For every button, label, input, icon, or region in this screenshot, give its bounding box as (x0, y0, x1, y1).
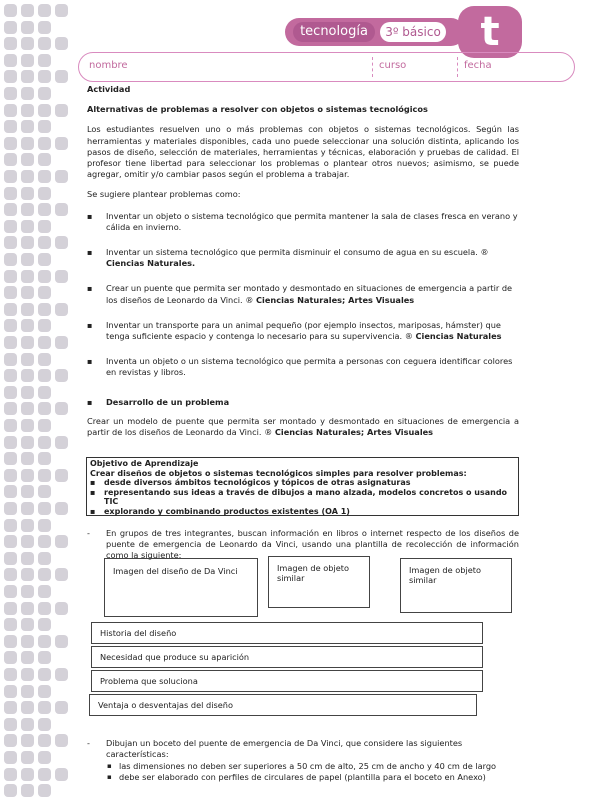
decorative-dot (38, 37, 51, 50)
learning-objective-box (86, 457, 519, 516)
decorative-dot (55, 502, 68, 515)
decorative-dot (38, 535, 51, 548)
decorative-dot (21, 668, 34, 681)
decorative-dot (21, 37, 34, 50)
decorative-dot (55, 768, 68, 781)
subject-logo: t (458, 6, 522, 58)
decorative-dot (55, 270, 68, 283)
decorative-dot (55, 436, 68, 449)
objective-title: Objetivo de Aprendizaje (90, 459, 199, 468)
decorative-dot (38, 353, 51, 366)
decorative-dot (55, 734, 68, 747)
decorative-dot (38, 21, 51, 34)
decorative-dot (4, 187, 17, 200)
decorative-dot (4, 87, 17, 100)
decorative-dot (4, 701, 17, 714)
decorative-dot (38, 70, 51, 83)
decorative-dot (21, 734, 34, 747)
decorative-dot (38, 784, 51, 797)
decorative-dot (4, 104, 17, 117)
decorative-dot (4, 303, 17, 316)
decorative-dot (4, 70, 17, 83)
decorative-dot (4, 651, 17, 664)
decorative-dot (4, 784, 17, 797)
decorative-dot (21, 502, 34, 515)
decorative-dot (21, 651, 34, 664)
decorative-dot (4, 120, 17, 133)
step-2 (87, 738, 519, 783)
objective-lead: Crear diseños de objetos o sistemas tecnológicos simples para resolver problemas: (90, 468, 467, 478)
decorative-dot (38, 236, 51, 249)
decorative-dot (21, 336, 34, 349)
decorative-dot (55, 469, 68, 482)
decorative-dot (21, 701, 34, 714)
decorative-dot (4, 203, 17, 216)
decorative-dot (55, 137, 68, 150)
objective-list (90, 478, 515, 516)
decorative-dot (38, 651, 51, 664)
section-heading: ▪ Desarrollo de un problema (87, 397, 519, 408)
decorative-dot (21, 369, 34, 382)
decorative-dot (4, 319, 17, 332)
decorative-dot (21, 170, 34, 183)
decorative-dot (4, 220, 17, 233)
decorative-dot (55, 4, 68, 17)
decorative-dot (21, 203, 34, 216)
decorative-dot (38, 436, 51, 449)
decorative-dot (38, 502, 51, 515)
decorative-dot (4, 452, 17, 465)
decorative-dot (55, 602, 68, 615)
decorative-dot (21, 70, 34, 83)
decorative-dot (38, 369, 51, 382)
decorative-dot (55, 37, 68, 50)
decorative-dot (38, 4, 51, 17)
decorative-dot (38, 568, 51, 581)
decorative-dot (21, 21, 34, 34)
decorative-dot (38, 187, 51, 200)
list-item: ▪ representando sus ideas a través de dibujos a mano alzada, modelos concretos o usando TIC (90, 488, 515, 507)
decorative-dot (4, 37, 17, 50)
decorative-dot (38, 701, 51, 714)
decorative-dot (21, 353, 34, 366)
section-list (87, 397, 519, 408)
decorative-dot (21, 286, 34, 299)
decorative-dot (38, 87, 51, 100)
decorative-dot (21, 552, 34, 565)
name-field-label: nombre (89, 60, 128, 71)
decorative-dot (38, 718, 51, 731)
similar-object-box (400, 558, 512, 613)
decorative-dot (4, 568, 17, 581)
decorative-dot (21, 236, 34, 249)
decorative-dot (38, 319, 51, 332)
list-item: ▪ desde diversos ámbitos tecnológicos y tópicos de otras asignaturas (90, 478, 515, 488)
decorative-dot (55, 369, 68, 382)
decorative-dot (38, 768, 51, 781)
decorative-dot (55, 635, 68, 648)
decorative-dot (55, 170, 68, 183)
decorative-dot (38, 602, 51, 615)
decorative-dot (4, 4, 17, 17)
decorative-dot (21, 768, 34, 781)
subject-label: tecnología (293, 22, 375, 42)
decorative-dot (4, 286, 17, 299)
decorative-dot (21, 4, 34, 17)
step-1-text: En grupos de tres integrantes, buscan información en libros o internet respecto de los diseños de puente de emergencia de Leonardo da Vinci, usando una plantilla de recolección de información como la siguiente: (106, 528, 519, 560)
decorative-dot (21, 54, 34, 67)
decorative-dot (4, 21, 17, 34)
problem-row: Problema que soluciona (91, 670, 483, 692)
decorative-dot (21, 104, 34, 117)
step-2-list (106, 761, 519, 783)
decorative-dot (38, 419, 51, 432)
list-item: ▪ debe ser elaborado con perfiles de circulares de papel (plantilla para el boceto en Anexo) (106, 772, 519, 783)
decorative-dot (4, 54, 17, 67)
decorative-dot (21, 751, 34, 764)
decorative-dot (4, 153, 17, 166)
decorative-dot (21, 253, 34, 266)
divider (372, 57, 373, 77)
decorative-dot (38, 519, 51, 532)
decorative-dot (38, 452, 51, 465)
decorative-dot (55, 70, 68, 83)
decorative-dot (4, 519, 17, 532)
decorative-dot (4, 419, 17, 432)
decorative-dot (21, 120, 34, 133)
section-text: Crear un modelo de puente que permita ser montado y desmontado en situaciones de emergencia a partir de los diseños de Leonardo da Vinci. ® Ciencias Naturales; Artes Visuales (87, 415, 519, 438)
suggest-text: Se sugiere plantear problemas como: (87, 189, 241, 200)
decorative-dot (21, 402, 34, 415)
decorative-dot (21, 137, 34, 150)
decorative-dot (21, 153, 34, 166)
decorative-dot (38, 203, 51, 216)
decorative-dot (4, 137, 17, 150)
decorative-dot (21, 568, 34, 581)
decorative-dot (38, 734, 51, 747)
step-dash: - (87, 528, 90, 538)
decorative-dot (4, 369, 17, 382)
decorative-dot (4, 618, 17, 631)
decorative-dot (55, 568, 68, 581)
similar-object-box (268, 556, 370, 608)
decorative-dot (38, 386, 51, 399)
list-item: ▪ explorando y combinando productos existentes (OA 1) (90, 507, 515, 517)
decorative-dot (21, 469, 34, 482)
decorative-dot (38, 253, 51, 266)
similar-object-label: Imagen de objeto similar (277, 563, 350, 583)
list-item: ▪ Inventar un sistema tecnológico que permita disminuir el consumo de agua en su escuela. ® Ciencias Naturales. (87, 247, 519, 269)
decorative-dot (38, 270, 51, 283)
decorative-dot (4, 469, 17, 482)
decorative-dot (21, 718, 34, 731)
activity-heading: Actividad (87, 84, 131, 94)
decorative-dot (4, 718, 17, 731)
decorative-dot (21, 618, 34, 631)
decorative-dot (4, 336, 17, 349)
decorative-dot (21, 519, 34, 532)
decorative-dot (4, 353, 17, 366)
decorative-dot (4, 734, 17, 747)
decorative-dot (55, 535, 68, 548)
decorative-dot (21, 303, 34, 316)
decorative-dot (4, 270, 17, 283)
decorative-dot (21, 187, 34, 200)
decorative-dot (38, 469, 51, 482)
decorative-dot (38, 668, 51, 681)
decorative-dot (4, 668, 17, 681)
image-design-box (104, 558, 258, 617)
decorative-dot (38, 552, 51, 565)
decorative-dot (38, 54, 51, 67)
decorative-dot (55, 104, 68, 117)
decorative-dot (55, 402, 68, 415)
decorative-dot (21, 220, 34, 233)
decorative-dot (4, 485, 17, 498)
decorative-dot (4, 436, 17, 449)
decorative-dot (38, 120, 51, 133)
decorative-dot (21, 602, 34, 615)
decorative-dot (38, 618, 51, 631)
decorative-dot (21, 87, 34, 100)
decorative-dot (38, 220, 51, 233)
activity-subtitle: Alternativas de problemas a resolver con objetos o sistemas tecnológicos (87, 104, 428, 115)
decorative-dot (38, 303, 51, 316)
decorative-dot (21, 784, 34, 797)
step-2-text: Dibujan un boceto del puente de emergencia de Da Vinci, que considere las siguientes características: (106, 738, 463, 759)
step-dash: - (87, 738, 90, 748)
student-info-bar (78, 52, 575, 82)
decorative-dot (38, 751, 51, 764)
decorative-dot (4, 236, 17, 249)
problem-list (87, 211, 519, 379)
decorative-dot (21, 535, 34, 548)
decorative-dot (21, 452, 34, 465)
decorative-dot (4, 635, 17, 648)
decorative-dot (4, 386, 17, 399)
decorative-dot (21, 585, 34, 598)
decorative-dot-pattern (0, 0, 72, 800)
decorative-dot (4, 585, 17, 598)
decorative-dot (55, 668, 68, 681)
decorative-dot (21, 270, 34, 283)
decorative-dot (4, 685, 17, 698)
divider (457, 57, 458, 77)
decorative-dot (21, 436, 34, 449)
date-field-label: fecha (464, 60, 492, 71)
decorative-dot (21, 635, 34, 648)
decorative-dot (38, 585, 51, 598)
decorative-dot (38, 286, 51, 299)
decorative-dot (4, 602, 17, 615)
decorative-dot (38, 104, 51, 117)
decorative-dot (4, 502, 17, 515)
list-item: ▪ las dimensiones no deben ser superiores a 50 cm de alto, 25 cm de ancho y 40 cm de largo (106, 761, 519, 772)
decorative-dot (38, 336, 51, 349)
decorative-dot (21, 685, 34, 698)
activity-intro: Los estudiantes resuelven uno o más problemas con objetos o sistemas tecnológicos. Según las herramientas y materiales disponibles, cada uno puede seleccionar una solución distinta, aplicando los pasos de diseño, selección de materiales, herramientas y técnicas, elaboración y pruebas de calidad. El profesor tiene libertad para seleccionar los problemas o plantear otros nuevos; asimismo, se puede agregar, omitir y/o cambiar pasos según el problema a trabajar. (87, 124, 519, 180)
decorative-dot (55, 236, 68, 249)
decorative-dot (4, 170, 17, 183)
decorative-dot (21, 386, 34, 399)
decorative-dot (55, 701, 68, 714)
decorative-dot (55, 203, 68, 216)
advantage-row: Ventaja o desventajas del diseño (89, 694, 477, 716)
decorative-dot (38, 685, 51, 698)
image-design-label: Imagen del diseño de Da Vinci (113, 566, 238, 576)
list-item: ▪ Crear un puente que permita ser montado y desmontado en situaciones de emergencia a partir de los diseños de Leonardo da Vinci. ® Ciencias Naturales; Artes Visuales (87, 283, 519, 305)
decorative-dot (21, 485, 34, 498)
decorative-dot (38, 485, 51, 498)
need-row: Necesidad que produce su aparición (91, 646, 483, 668)
decorative-dot (38, 137, 51, 150)
list-item: ▪ Inventa un objeto o un sistema tecnológico que permita a personas con ceguera identificar colores en revistas y libros. (87, 356, 519, 378)
decorative-dot (38, 635, 51, 648)
decorative-dot (4, 253, 17, 266)
list-item: ▪ Inventar un transporte para un animal pequeño (por ejemplo insectos, mariposas, hámster) que tenga suficiente espacio y contenga lo necesario para su supervivencia. ® Ciencias Naturales (87, 320, 519, 342)
activity-content (87, 84, 519, 438)
decorative-dot (38, 153, 51, 166)
history-row: Historia del diseño (91, 622, 483, 644)
course-field-label: curso (379, 60, 407, 71)
decorative-dot (21, 419, 34, 432)
grade-label: 3º básico (380, 22, 446, 42)
decorative-dot (4, 751, 17, 764)
decorative-dot (4, 402, 17, 415)
decorative-dot (55, 336, 68, 349)
decorative-dot (38, 402, 51, 415)
decorative-dot (21, 319, 34, 332)
decorative-dot (55, 303, 68, 316)
list-item: ▪ Inventar un objeto o sistema tecnológico que permita mantener la sala de clases fresca en verano y cálida en invierno. (87, 211, 519, 233)
decorative-dot (4, 768, 17, 781)
decorative-dot (38, 170, 51, 183)
decorative-dot (4, 552, 17, 565)
similar-object-label: Imagen de objeto similar (409, 565, 482, 585)
decorative-dot (4, 535, 17, 548)
